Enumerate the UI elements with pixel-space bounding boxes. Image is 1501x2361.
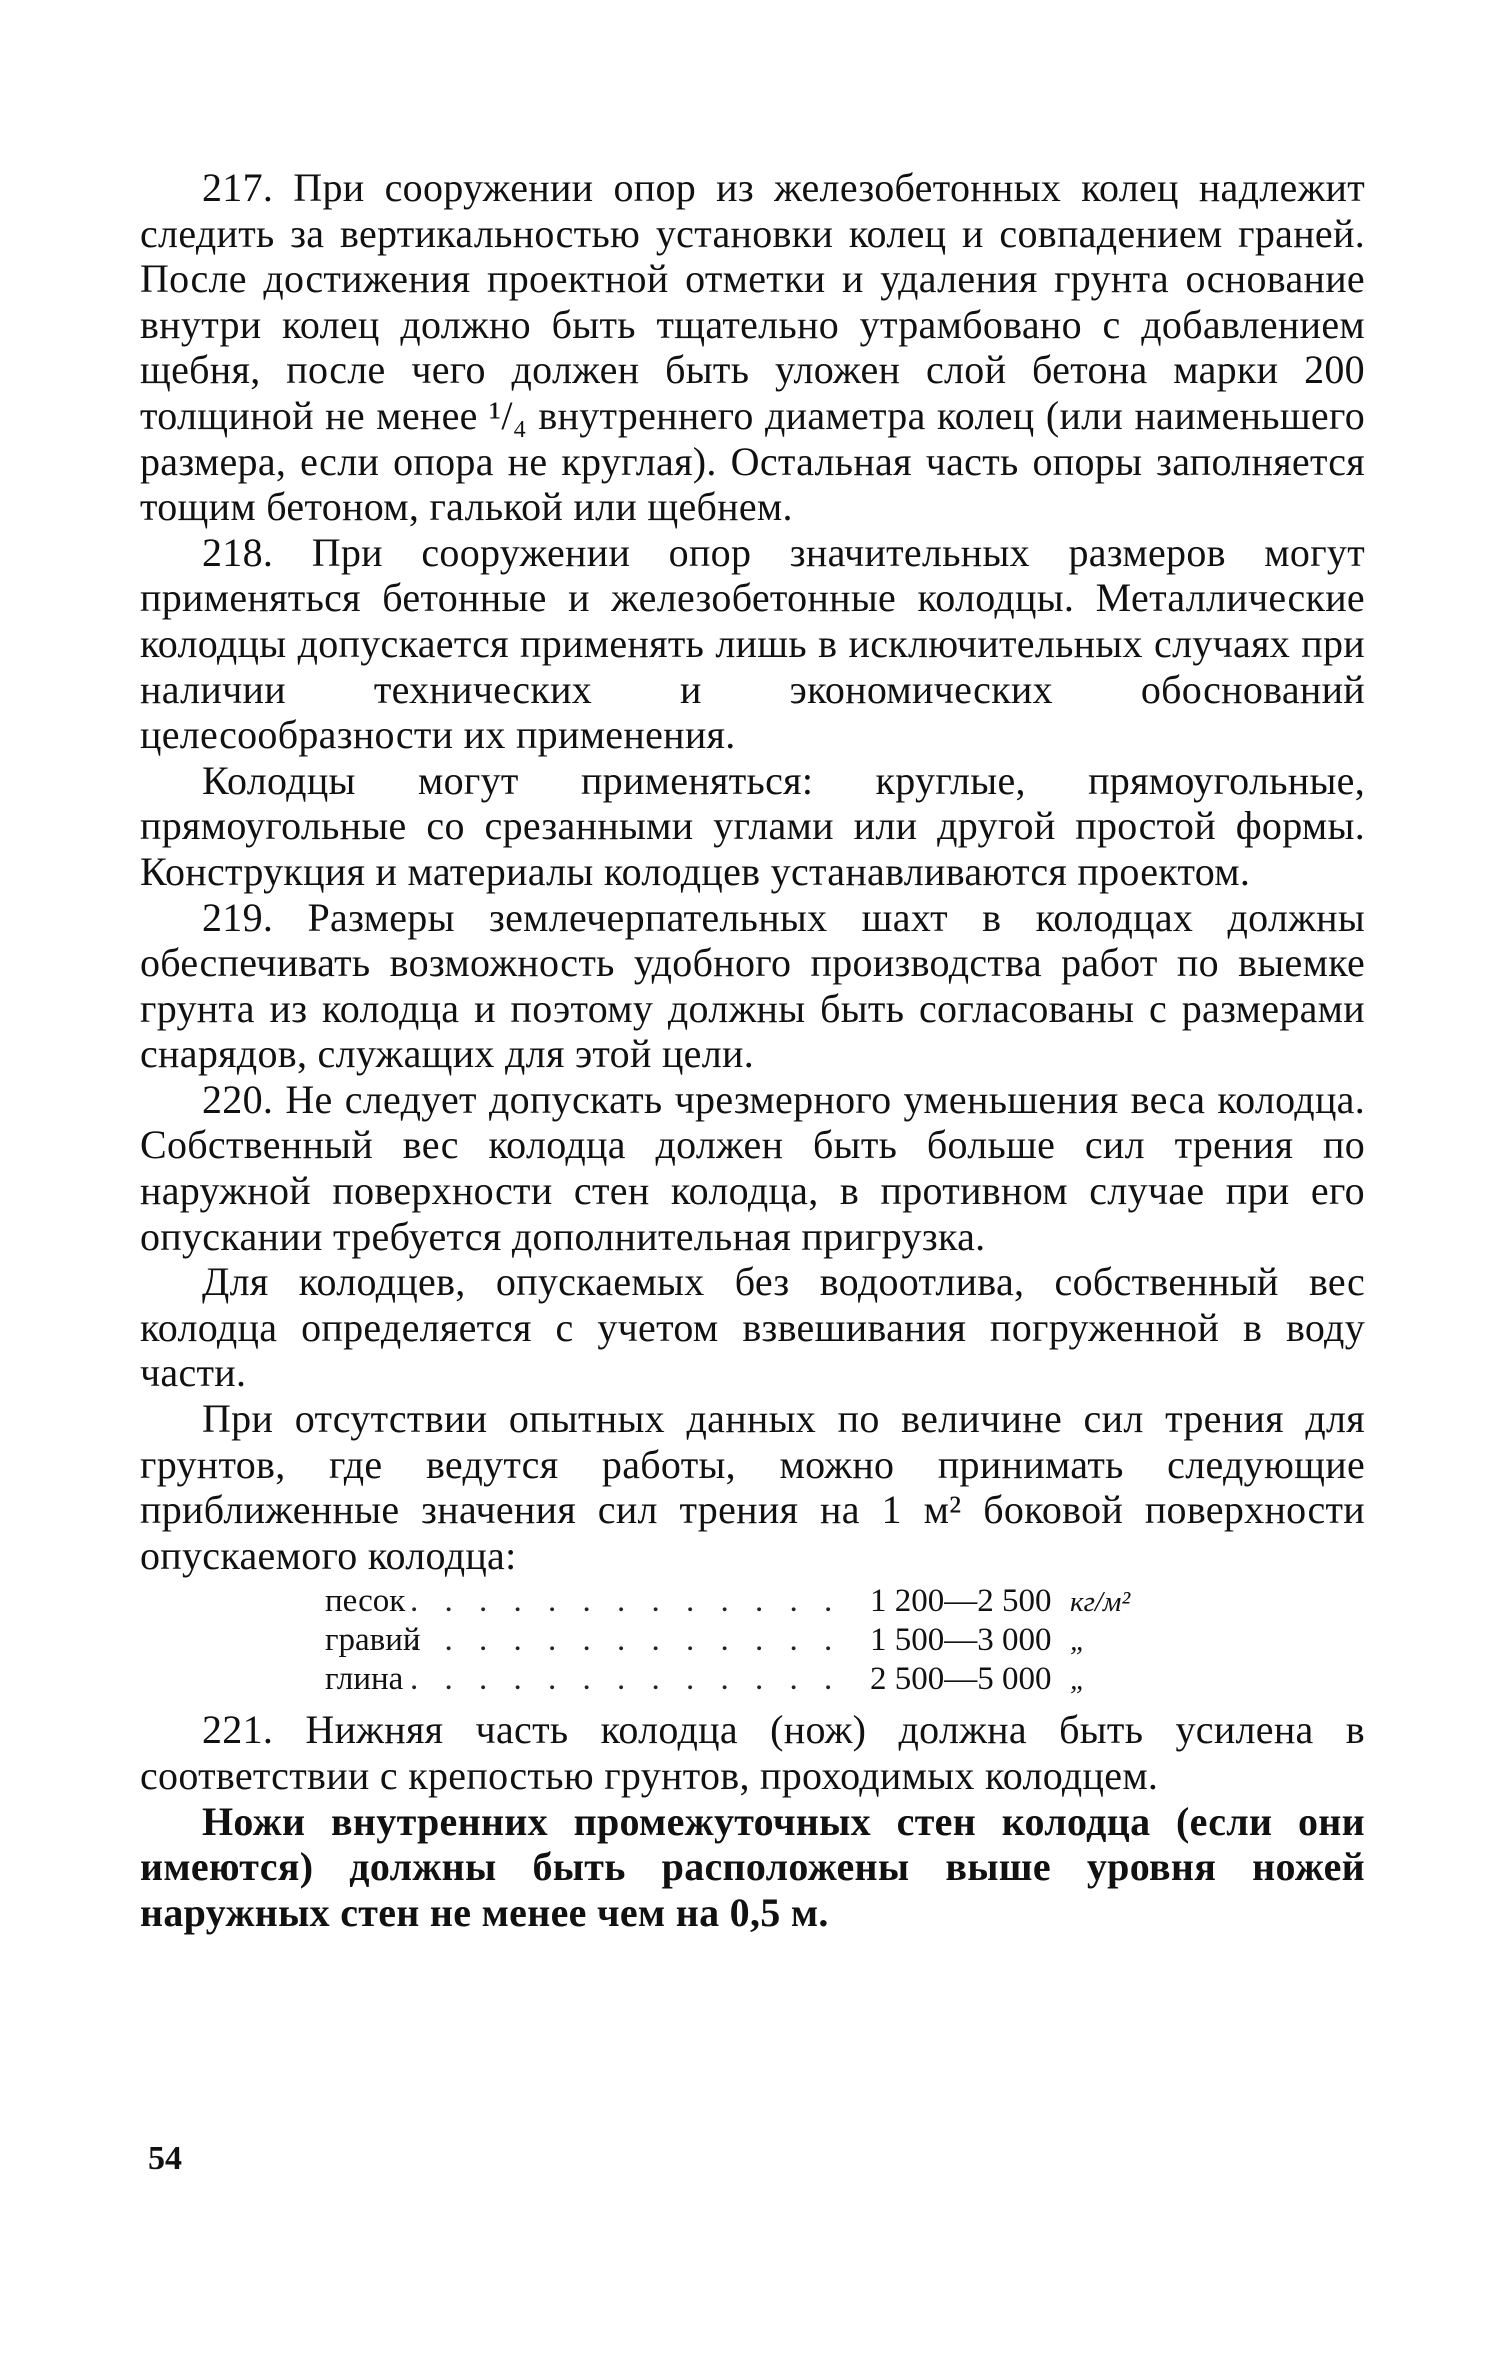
paragraph-220-dewatering: Для колодцев, опускаемых без водоотлива, собственный вес колодца определяется с учетом взвешивания погруженной в воду части. [140, 1259, 1365, 1396]
friction-range: 2 500—5 000 [870, 1661, 1052, 1698]
paragraph-218: 218. При сооружении опор значительных размеров могут применяться бетонные и железобетонные колодцы. Металлические колодцы допускается применять лишь в исключительных случаях при наличии технических и экономических обоснований целесообразности их применения. [140, 529, 1365, 758]
dot-leader [410, 1660, 860, 1698]
page-number: 54 [148, 2140, 182, 2177]
friction-range: 1 200—2 500 [870, 1583, 1052, 1620]
dot-leader [410, 1582, 860, 1620]
friction-unit: „ [1070, 1625, 1087, 1658]
table-row [325, 1660, 1155, 1699]
paragraph-220: 220. Не следует допускать чрезмерного уменьшения веса колодца. Собственный вес колодца должен быть больше сил трения по наружной поверхности стен колодца, в противном случае при его опускании требуется дополнительная пригрузка. [140, 1076, 1365, 1259]
paragraph-219: 219. Размеры землечерпательных шахт в колодцах должны обеспечивать возможность удобного производства работ по выемке грунта из колодца и поэтому должны быть согласованы с размерами снарядов, служащих для этой цели. [140, 894, 1365, 1077]
friction-range: 1 500—3 000 [870, 1622, 1052, 1659]
table-row [325, 1582, 1155, 1621]
material-name: песок [325, 1583, 406, 1620]
material-name: глина [325, 1661, 404, 1698]
paragraph-221-inner-knives: Ножи внутренних промежуточных стен колодца (если они имеются) должны быть расположены выше уровня ножей наружных стен не менее чем на 0,5 м. [140, 1798, 1365, 1935]
dot-leader [410, 1621, 860, 1659]
friction-unit: „ [1070, 1664, 1087, 1697]
table-row [325, 1621, 1155, 1660]
document-page [140, 165, 1365, 1935]
material-name: гравий [325, 1622, 421, 1659]
paragraph-221: 221. Нижняя часть колодца (нож) должна быть усилена в соответствии с крепостью грунтов, проходимых колодцем. [140, 1707, 1365, 1798]
paragraph-220-friction-intro: При отсутствии опытных данных по величине сил трения для грунтов, где ведутся работы, можно принимать следующие приближенные значения сил трения на 1 м² боковой поверхности опускаемого колодца: [140, 1396, 1365, 1578]
paragraph-217: 217. При сооружении опор из железобетонных колец надлежит следить за вертикальностью установки колец и совпадением граней. После достижения проектной отметки и удаления грунта основание внутри колец должно быть тщательно утрамбовано с добавлением щебня, после чего должен быть уложен слой бетона марки 200 толщиной не менее ¹/₄ внутреннего диаметра колец (или наименьшего размера, если опора не круглая). Остальная часть опоры заполняется тощим бетоном, галькой или щебнем. [140, 165, 1365, 530]
paragraph-218-well-shapes: Колодцы могут применяться: круглые, прямоугольные, прямоугольные со срезанными углами или другой простой формы. Конструкция и материалы колодцев устанавливаются проектом. [140, 757, 1365, 894]
friction-values-table [325, 1582, 1365, 1699]
friction-unit: кг/м² [1070, 1586, 1131, 1619]
